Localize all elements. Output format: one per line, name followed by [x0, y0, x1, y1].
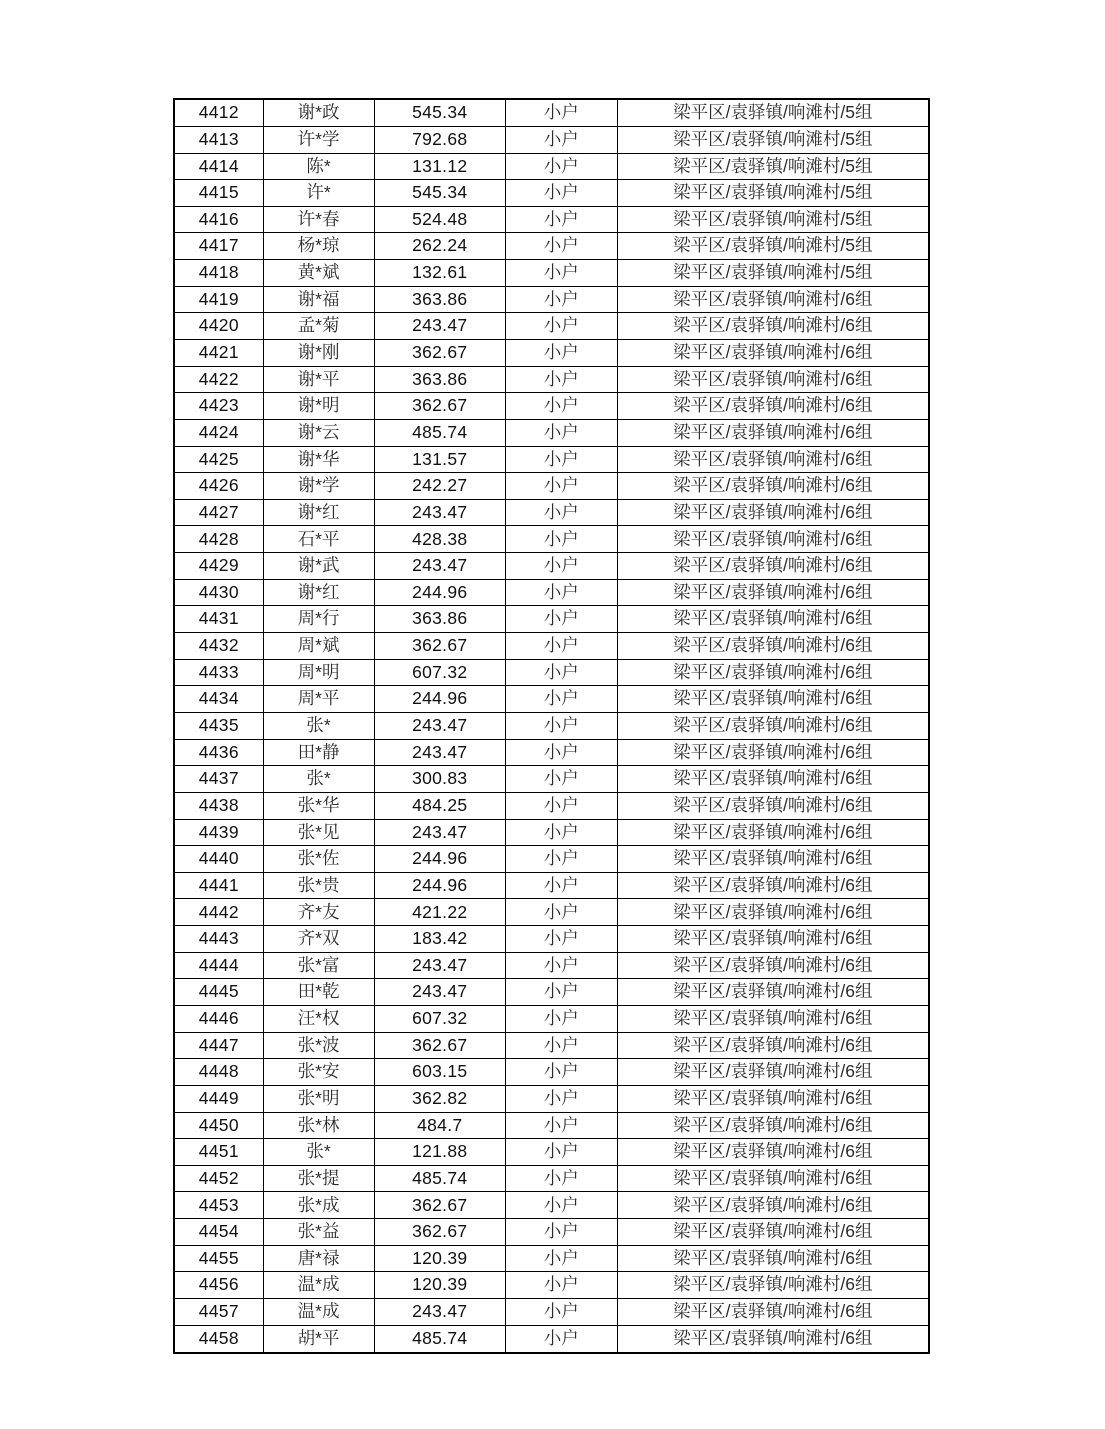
cell-address: 梁平区/袁驿镇/响滩村/6组: [617, 1272, 929, 1299]
cell-type: 小户: [505, 419, 617, 446]
cell-serial: 4443: [174, 926, 263, 953]
cell-name: 谢*政: [263, 99, 374, 126]
cell-serial: 4422: [174, 366, 263, 393]
cell-amount: 243.47: [374, 313, 505, 340]
cell-address: 梁平区/袁驿镇/响滩村/6组: [617, 579, 929, 606]
cell-type: 小户: [505, 553, 617, 580]
cell-address: 梁平区/袁驿镇/响滩村/6组: [617, 1085, 929, 1112]
cell-type: 小户: [505, 1085, 617, 1112]
cell-address: 梁平区/袁驿镇/响滩村/6组: [617, 1059, 929, 1086]
cell-amount: 131.57: [374, 446, 505, 473]
table-row: [174, 1272, 929, 1299]
cell-serial: 4441: [174, 872, 263, 899]
cell-address: 梁平区/袁驿镇/响滩村/6组: [617, 1032, 929, 1059]
table-row: [174, 686, 929, 713]
table-row: [174, 766, 929, 793]
cell-address: 梁平区/袁驿镇/响滩村/6组: [617, 846, 929, 873]
cell-type: 小户: [505, 1059, 617, 1086]
table-row: [174, 553, 929, 580]
table-row: [174, 153, 929, 180]
cell-type: 小户: [505, 926, 617, 953]
cell-amount: 243.47: [374, 553, 505, 580]
cell-type: 小户: [505, 766, 617, 793]
cell-type: 小户: [505, 1272, 617, 1299]
cell-serial: 4425: [174, 446, 263, 473]
cell-name: 谢*红: [263, 499, 374, 526]
cell-type: 小户: [505, 633, 617, 660]
cell-serial: 4432: [174, 633, 263, 660]
table-row: [174, 899, 929, 926]
cell-amount: 545.34: [374, 99, 505, 126]
cell-serial: 4450: [174, 1112, 263, 1139]
cell-serial: 4414: [174, 153, 263, 180]
cell-name: 张*见: [263, 819, 374, 846]
cell-name: 齐*双: [263, 926, 374, 953]
cell-amount: 363.86: [374, 286, 505, 313]
cell-address: 梁平区/袁驿镇/响滩村/6组: [617, 686, 929, 713]
cell-amount: 242.27: [374, 473, 505, 500]
cell-serial: 4437: [174, 766, 263, 793]
table-row: [174, 1165, 929, 1192]
cell-type: 小户: [505, 1112, 617, 1139]
cell-type: 小户: [505, 952, 617, 979]
cell-amount: 485.74: [374, 1165, 505, 1192]
table-row: [174, 792, 929, 819]
table-row: [174, 1085, 929, 1112]
cell-name: 张*提: [263, 1165, 374, 1192]
cell-name: 温*成: [263, 1299, 374, 1326]
cell-amount: 485.74: [374, 419, 505, 446]
cell-amount: 243.47: [374, 819, 505, 846]
cell-address: 梁平区/袁驿镇/响滩村/6组: [617, 286, 929, 313]
cell-name: 杨*琼: [263, 233, 374, 260]
cell-serial: 4423: [174, 393, 263, 420]
cell-address: 梁平区/袁驿镇/响滩村/6组: [617, 1165, 929, 1192]
table-row: [174, 233, 929, 260]
table-row: [174, 952, 929, 979]
cell-address: 梁平区/袁驿镇/响滩村/6组: [617, 553, 929, 580]
cell-amount: 243.47: [374, 499, 505, 526]
cell-serial: 4418: [174, 260, 263, 287]
cell-serial: 4455: [174, 1245, 263, 1272]
cell-type: 小户: [505, 872, 617, 899]
cell-serial: 4429: [174, 553, 263, 580]
cell-name: 张*贵: [263, 872, 374, 899]
cell-type: 小户: [505, 1299, 617, 1326]
household-table: [173, 98, 930, 1354]
table-row: [174, 1112, 929, 1139]
cell-serial: 4421: [174, 339, 263, 366]
table-row: [174, 99, 929, 126]
cell-address: 梁平区/袁驿镇/响滩村/5组: [617, 233, 929, 260]
cell-amount: 362.67: [374, 393, 505, 420]
cell-address: 梁平区/袁驿镇/响滩村/5组: [617, 126, 929, 153]
cell-serial: 4457: [174, 1299, 263, 1326]
table-row: [174, 206, 929, 233]
cell-serial: 4448: [174, 1059, 263, 1086]
cell-type: 小户: [505, 1219, 617, 1246]
cell-name: 张*明: [263, 1085, 374, 1112]
table-row: [174, 659, 929, 686]
table-row: [174, 579, 929, 606]
cell-serial: 4456: [174, 1272, 263, 1299]
cell-serial: 4412: [174, 99, 263, 126]
cell-serial: 4420: [174, 313, 263, 340]
cell-type: 小户: [505, 659, 617, 686]
cell-address: 梁平区/袁驿镇/响滩村/6组: [617, 1299, 929, 1326]
table-row: [174, 979, 929, 1006]
cell-name: 胡*平: [263, 1325, 374, 1353]
cell-type: 小户: [505, 99, 617, 126]
cell-name: 唐*禄: [263, 1245, 374, 1272]
cell-serial: 4447: [174, 1032, 263, 1059]
cell-address: 梁平区/袁驿镇/响滩村/6组: [617, 526, 929, 553]
cell-serial: 4426: [174, 473, 263, 500]
cell-amount: 362.67: [374, 633, 505, 660]
cell-name: 谢*福: [263, 286, 374, 313]
cell-serial: 4458: [174, 1325, 263, 1353]
table-row: [174, 819, 929, 846]
cell-type: 小户: [505, 393, 617, 420]
cell-type: 小户: [505, 606, 617, 633]
cell-address: 梁平区/袁驿镇/响滩村/6组: [617, 1219, 929, 1246]
table-row: [174, 393, 929, 420]
cell-amount: 428.38: [374, 526, 505, 553]
cell-type: 小户: [505, 1139, 617, 1166]
cell-name: 谢*平: [263, 366, 374, 393]
table-row: [174, 739, 929, 766]
cell-type: 小户: [505, 979, 617, 1006]
cell-serial: 4413: [174, 126, 263, 153]
cell-amount: 421.22: [374, 899, 505, 926]
cell-address: 梁平区/袁驿镇/响滩村/5组: [617, 206, 929, 233]
cell-serial: 4419: [174, 286, 263, 313]
cell-address: 梁平区/袁驿镇/响滩村/6组: [617, 633, 929, 660]
cell-type: 小户: [505, 153, 617, 180]
table-row: [174, 366, 929, 393]
cell-address: 梁平区/袁驿镇/响滩村/6组: [617, 339, 929, 366]
cell-amount: 120.39: [374, 1272, 505, 1299]
cell-name: 张*佐: [263, 846, 374, 873]
cell-amount: 243.47: [374, 979, 505, 1006]
table-row: [174, 339, 929, 366]
cell-serial: 4416: [174, 206, 263, 233]
cell-amount: 792.68: [374, 126, 505, 153]
table-row: [174, 126, 929, 153]
cell-address: 梁平区/袁驿镇/响滩村/5组: [617, 153, 929, 180]
cell-name: 谢*云: [263, 419, 374, 446]
cell-name: 周*平: [263, 686, 374, 713]
cell-name: 张*华: [263, 792, 374, 819]
cell-address: 梁平区/袁驿镇/响滩村/6组: [617, 419, 929, 446]
cell-address: 梁平区/袁驿镇/响滩村/6组: [617, 473, 929, 500]
cell-name: 黄*斌: [263, 260, 374, 287]
cell-name: 石*平: [263, 526, 374, 553]
cell-serial: 4430: [174, 579, 263, 606]
cell-name: 许*: [263, 180, 374, 207]
cell-address: 梁平区/袁驿镇/响滩村/6组: [617, 366, 929, 393]
cell-amount: 243.47: [374, 1299, 505, 1326]
cell-amount: 121.88: [374, 1139, 505, 1166]
cell-amount: 363.86: [374, 606, 505, 633]
cell-amount: 484.25: [374, 792, 505, 819]
cell-amount: 607.32: [374, 659, 505, 686]
cell-serial: 4454: [174, 1219, 263, 1246]
cell-name: 谢*华: [263, 446, 374, 473]
cell-name: 周*明: [263, 659, 374, 686]
cell-address: 梁平区/袁驿镇/响滩村/5组: [617, 180, 929, 207]
cell-serial: 4446: [174, 1006, 263, 1033]
cell-type: 小户: [505, 1245, 617, 1272]
cell-type: 小户: [505, 126, 617, 153]
cell-type: 小户: [505, 1325, 617, 1353]
table-row: [174, 260, 929, 287]
cell-type: 小户: [505, 1165, 617, 1192]
cell-serial: 4431: [174, 606, 263, 633]
cell-address: 梁平区/袁驿镇/响滩村/6组: [617, 393, 929, 420]
cell-name: 张*波: [263, 1032, 374, 1059]
cell-type: 小户: [505, 712, 617, 739]
cell-name: 田*乾: [263, 979, 374, 1006]
cell-type: 小户: [505, 899, 617, 926]
cell-serial: 4435: [174, 712, 263, 739]
cell-address: 梁平区/袁驿镇/响滩村/6组: [617, 819, 929, 846]
cell-address: 梁平区/袁驿镇/响滩村/6组: [617, 313, 929, 340]
cell-name: 谢*明: [263, 393, 374, 420]
cell-amount: 362.82: [374, 1085, 505, 1112]
cell-serial: 4451: [174, 1139, 263, 1166]
table-row: [174, 526, 929, 553]
table-row: [174, 1032, 929, 1059]
cell-amount: 243.47: [374, 712, 505, 739]
table-row: [174, 1325, 929, 1353]
cell-name: 许*春: [263, 206, 374, 233]
cell-type: 小户: [505, 233, 617, 260]
table-row: [174, 633, 929, 660]
cell-name: 张*安: [263, 1059, 374, 1086]
cell-address: 梁平区/袁驿镇/响滩村/5组: [617, 260, 929, 287]
cell-name: 张*益: [263, 1219, 374, 1246]
cell-amount: 485.74: [374, 1325, 505, 1353]
cell-name: 汪*权: [263, 1006, 374, 1033]
household-table-body: [174, 99, 929, 1353]
table-row: [174, 926, 929, 953]
table-row: [174, 1219, 929, 1246]
cell-address: 梁平区/袁驿镇/响滩村/6组: [617, 1139, 929, 1166]
cell-address: 梁平区/袁驿镇/响滩村/6组: [617, 659, 929, 686]
cell-address: 梁平区/袁驿镇/响滩村/6组: [617, 1325, 929, 1353]
cell-amount: 244.96: [374, 579, 505, 606]
cell-address: 梁平区/袁驿镇/响滩村/6组: [617, 899, 929, 926]
cell-name: 张*: [263, 1139, 374, 1166]
cell-name: 陈*: [263, 153, 374, 180]
cell-address: 梁平区/袁驿镇/响滩村/6组: [617, 792, 929, 819]
cell-amount: 524.48: [374, 206, 505, 233]
table-row: [174, 1059, 929, 1086]
cell-address: 梁平区/袁驿镇/响滩村/6组: [617, 979, 929, 1006]
cell-address: 梁平区/袁驿镇/响滩村/6组: [617, 1245, 929, 1272]
table-row: [174, 473, 929, 500]
cell-type: 小户: [505, 1192, 617, 1219]
cell-serial: 4442: [174, 899, 263, 926]
cell-type: 小户: [505, 526, 617, 553]
table-row: [174, 1192, 929, 1219]
cell-type: 小户: [505, 579, 617, 606]
cell-amount: 603.15: [374, 1059, 505, 1086]
cell-serial: 4453: [174, 1192, 263, 1219]
cell-amount: 131.12: [374, 153, 505, 180]
cell-serial: 4440: [174, 846, 263, 873]
cell-amount: 362.67: [374, 1032, 505, 1059]
table-row: [174, 712, 929, 739]
cell-address: 梁平区/袁驿镇/响滩村/6组: [617, 952, 929, 979]
cell-name: 张*: [263, 712, 374, 739]
table-row: [174, 1299, 929, 1326]
cell-address: 梁平区/袁驿镇/响滩村/6组: [617, 766, 929, 793]
cell-name: 孟*菊: [263, 313, 374, 340]
cell-address: 梁平区/袁驿镇/响滩村/6组: [617, 712, 929, 739]
cell-amount: 607.32: [374, 1006, 505, 1033]
cell-name: 周*斌: [263, 633, 374, 660]
cell-type: 小户: [505, 313, 617, 340]
cell-name: 张*: [263, 766, 374, 793]
cell-amount: 120.39: [374, 1245, 505, 1272]
cell-serial: 4436: [174, 739, 263, 766]
cell-type: 小户: [505, 286, 617, 313]
cell-serial: 4449: [174, 1085, 263, 1112]
cell-name: 张*林: [263, 1112, 374, 1139]
cell-address: 梁平区/袁驿镇/响滩村/6组: [617, 739, 929, 766]
cell-name: 许*学: [263, 126, 374, 153]
table-row: [174, 419, 929, 446]
table-row: [174, 499, 929, 526]
table-row: [174, 1139, 929, 1166]
cell-name: 周*行: [263, 606, 374, 633]
cell-type: 小户: [505, 499, 617, 526]
cell-address: 梁平区/袁驿镇/响滩村/6组: [617, 926, 929, 953]
cell-address: 梁平区/袁驿镇/响滩村/5组: [617, 99, 929, 126]
cell-type: 小户: [505, 819, 617, 846]
cell-serial: 4438: [174, 792, 263, 819]
cell-type: 小户: [505, 1032, 617, 1059]
cell-name: 谢*武: [263, 553, 374, 580]
table-row: [174, 286, 929, 313]
cell-serial: 4428: [174, 526, 263, 553]
cell-amount: 362.67: [374, 1219, 505, 1246]
cell-amount: 362.67: [374, 1192, 505, 1219]
cell-name: 谢*刚: [263, 339, 374, 366]
table-row: [174, 446, 929, 473]
cell-name: 张*成: [263, 1192, 374, 1219]
cell-serial: 4433: [174, 659, 263, 686]
cell-amount: 243.47: [374, 952, 505, 979]
table-row: [174, 1006, 929, 1033]
cell-amount: 484.7: [374, 1112, 505, 1139]
cell-amount: 244.96: [374, 872, 505, 899]
cell-type: 小户: [505, 792, 617, 819]
cell-address: 梁平区/袁驿镇/响滩村/6组: [617, 606, 929, 633]
cell-amount: 362.67: [374, 339, 505, 366]
cell-serial: 4415: [174, 180, 263, 207]
cell-type: 小户: [505, 1006, 617, 1033]
cell-amount: 132.61: [374, 260, 505, 287]
cell-type: 小户: [505, 473, 617, 500]
cell-name: 齐*友: [263, 899, 374, 926]
cell-name: 温*成: [263, 1272, 374, 1299]
cell-address: 梁平区/袁驿镇/响滩村/6组: [617, 1006, 929, 1033]
table-row: [174, 606, 929, 633]
cell-amount: 244.96: [374, 686, 505, 713]
cell-serial: 4434: [174, 686, 263, 713]
cell-serial: 4417: [174, 233, 263, 260]
cell-type: 小户: [505, 686, 617, 713]
cell-type: 小户: [505, 739, 617, 766]
cell-serial: 4452: [174, 1165, 263, 1192]
cell-type: 小户: [505, 260, 617, 287]
table-row: [174, 180, 929, 207]
cell-serial: 4427: [174, 499, 263, 526]
cell-type: 小户: [505, 446, 617, 473]
cell-name: 谢*红: [263, 579, 374, 606]
cell-address: 梁平区/袁驿镇/响滩村/6组: [617, 1112, 929, 1139]
cell-type: 小户: [505, 339, 617, 366]
cell-address: 梁平区/袁驿镇/响滩村/6组: [617, 446, 929, 473]
cell-serial: 4445: [174, 979, 263, 1006]
cell-type: 小户: [505, 206, 617, 233]
cell-address: 梁平区/袁驿镇/响滩村/6组: [617, 1192, 929, 1219]
cell-address: 梁平区/袁驿镇/响滩村/6组: [617, 872, 929, 899]
cell-serial: 4444: [174, 952, 263, 979]
cell-name: 谢*学: [263, 473, 374, 500]
cell-name: 张*富: [263, 952, 374, 979]
cell-amount: 300.83: [374, 766, 505, 793]
cell-amount: 244.96: [374, 846, 505, 873]
cell-address: 梁平区/袁驿镇/响滩村/6组: [617, 499, 929, 526]
cell-amount: 183.42: [374, 926, 505, 953]
cell-amount: 243.47: [374, 739, 505, 766]
cell-name: 田*静: [263, 739, 374, 766]
cell-type: 小户: [505, 846, 617, 873]
table-row: [174, 846, 929, 873]
table-row: [174, 872, 929, 899]
cell-amount: 262.24: [374, 233, 505, 260]
table-row: [174, 1245, 929, 1272]
cell-serial: 4439: [174, 819, 263, 846]
cell-type: 小户: [505, 180, 617, 207]
cell-amount: 545.34: [374, 180, 505, 207]
table-row: [174, 313, 929, 340]
cell-type: 小户: [505, 366, 617, 393]
cell-serial: 4424: [174, 419, 263, 446]
cell-amount: 363.86: [374, 366, 505, 393]
